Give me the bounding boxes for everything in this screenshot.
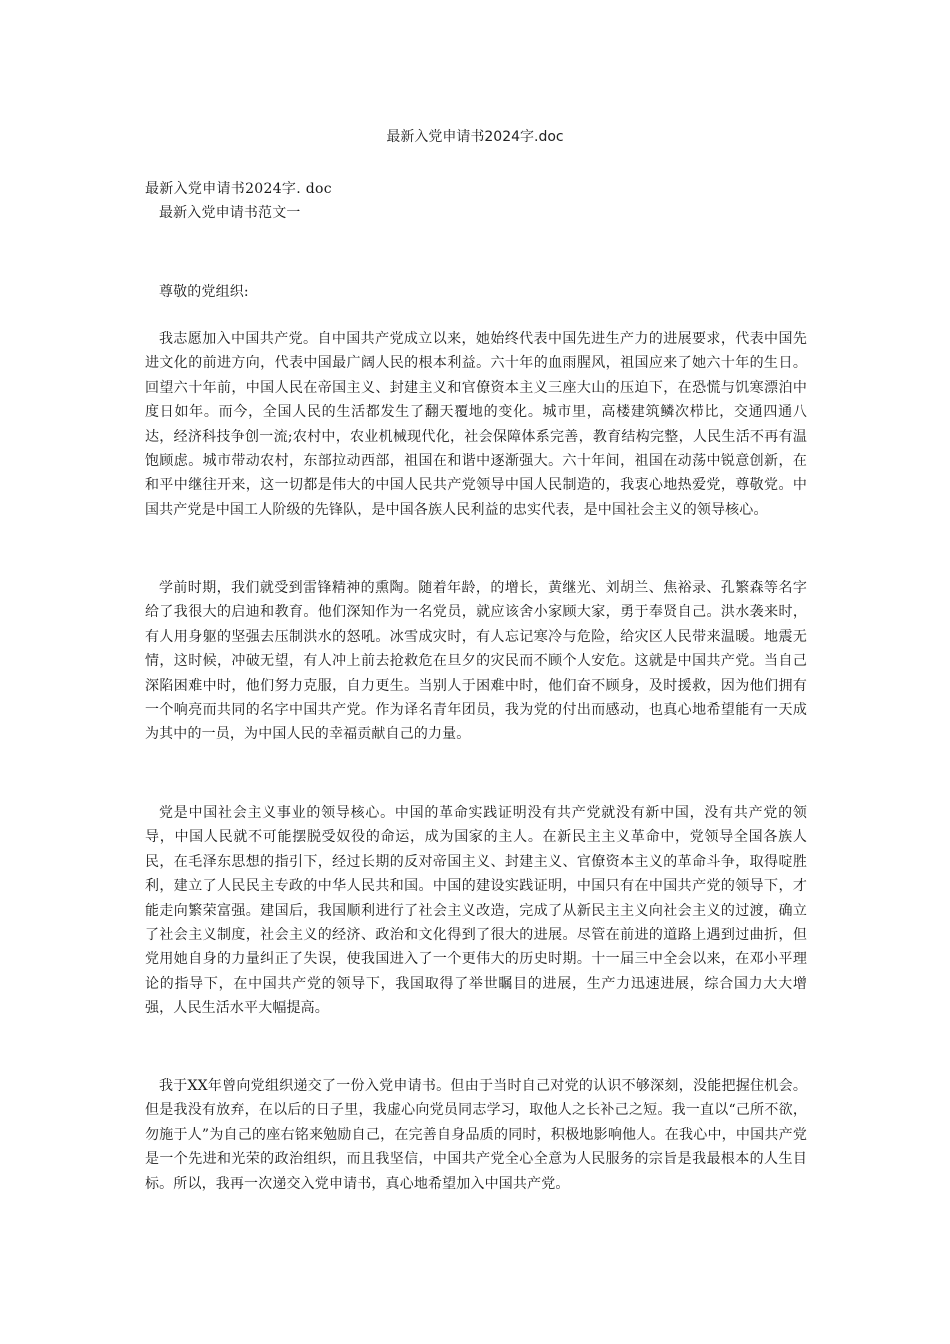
paragraph-4: 我于XX年曾向党组织递交了一份入党申请书。但由于当时自己对党的认识不够深刻，没能把握住机会。但是我没有放弃，在以后的日子里，我虚心向党员同志学习，取他人之长补己之短。我一直以“己所不欲，勿施于人”为自己的座右铭来勉励自己，在完善自身品质的同时，积极地影响他人。在我心中，中国共产党是一个先进和光荣的政治组织，而且我坚信，中国共产党全心全意为人民服务的宗旨是我最根本的人生目标。所以，我再一次递交入党申请书，真心地希望加入中国共产党。	[145, 1078, 807, 1192]
page-header-title: 最新入党申请书2024字.doc	[386, 129, 564, 145]
paragraph-2: 学前时期，我们就受到雷锋精神的熏陶。随着年龄，的增长，黄继光、刘胡兰、焦裕录、孔繁森等名字给了我很大的启迪和教育。他们深知作为一名党员，就应该舍小家顾大家，勇于奉贤自己。洪水袭来时，有人用身躯的坚强去压制洪水的怒吼。冰雪成灾时，有人忘记寒冷与危险，给灾区人民带来温暖。地震无情，这时候，冲破无望，有人冲上前去抢救危在旦夕的灾民而不顾个人安危。这就是中国共产党。当自己深陷困难中时，他们努力克服，自力更生。当别人于困难中时，他们奋不顾身，及时援救，因为他们拥有一个响亮而共同的名字中国共产党。作为译名青年团员，我为党的付出而感动，也真心地希望能有一天成为其中的一员，为中国人民的幸福贡献自己的力量。	[145, 580, 807, 743]
paragraph-3: 党是中国社会主义事业的领导核心。中国的革命实践证明没有共产党就没有新中国，没有共产党的领导，中国人民就不可能摆脱受奴役的命运，成为国家的主人。在新民主主义革命中，党领导全国各族人民，在毛泽东思想的指引下，经过长期的反对帝国主义、封建主义、官僚资本主义的革命斗争，取得啶胜利，建立了人民民主专政的中华人民共和国。中国的建设实践证明，中国只有在中国共产党的领导下，才能走向繁荣富强。建国后，我国顺利进行了社会主义改造，完成了从新民主主义向社会主义的过渡，确立了社会主义制度，社会主义的经济、政治和文化得到了很大的进展。尽管在前进的道路上遇到过曲折，但党用她自身的力量纠正了失误，使我国进入了一个更伟大的历史时期。十一届三中全会以来，在邓小平理论的指导下，在中国共产党的领导下，我国取得了举世瞩目的进展，生产力迅速进展，综合国力大大增强，人民生活水平大幅提高。	[145, 805, 807, 1017]
salutation: 尊敬的党组织:	[159, 284, 249, 300]
document-title-line: 最新入党申请书2024字. doc	[145, 181, 332, 197]
document-subtitle: 最新入党申请书范文一	[159, 205, 301, 221]
paragraph-1: 我志愿加入中国共产党。自中国共产党成立以来，她始终代表中国先进生产力的进展要求，代表中国先进文化的前进方向，代表中国最广阔人民的根本利益。六十年的血雨腥风，祖国应来了她六十年的生日。回望六十年前，中国人民在帝国主义、封建主义和官僚资本主义三座大山的压迫下，在恐慌与饥寒漂泊中度日如年。而今，全国人民的生活都发生了翻天覆地的变化。城市里，高楼建筑鳞次栉比，交通四通八达，经济科技争创一流;农村中，农业机械现代化，社会保障体系完善，教育结构完整，人民生活不再有温饱顾虑。城市带动农村，东部拉动西部，祖国在和谐中逐渐强大。六十年间，祖国在动荡中锐意创新，在和平中继往开来，这一切都是伟大的中国人民共产党领导中国人民制造的，我衷心地热爱党，尊敬党。中国共产党是中国工人阶级的先锋队，是中国各族人民利益的忠实代表，是中国社会主义的领导核心。	[145, 331, 807, 518]
